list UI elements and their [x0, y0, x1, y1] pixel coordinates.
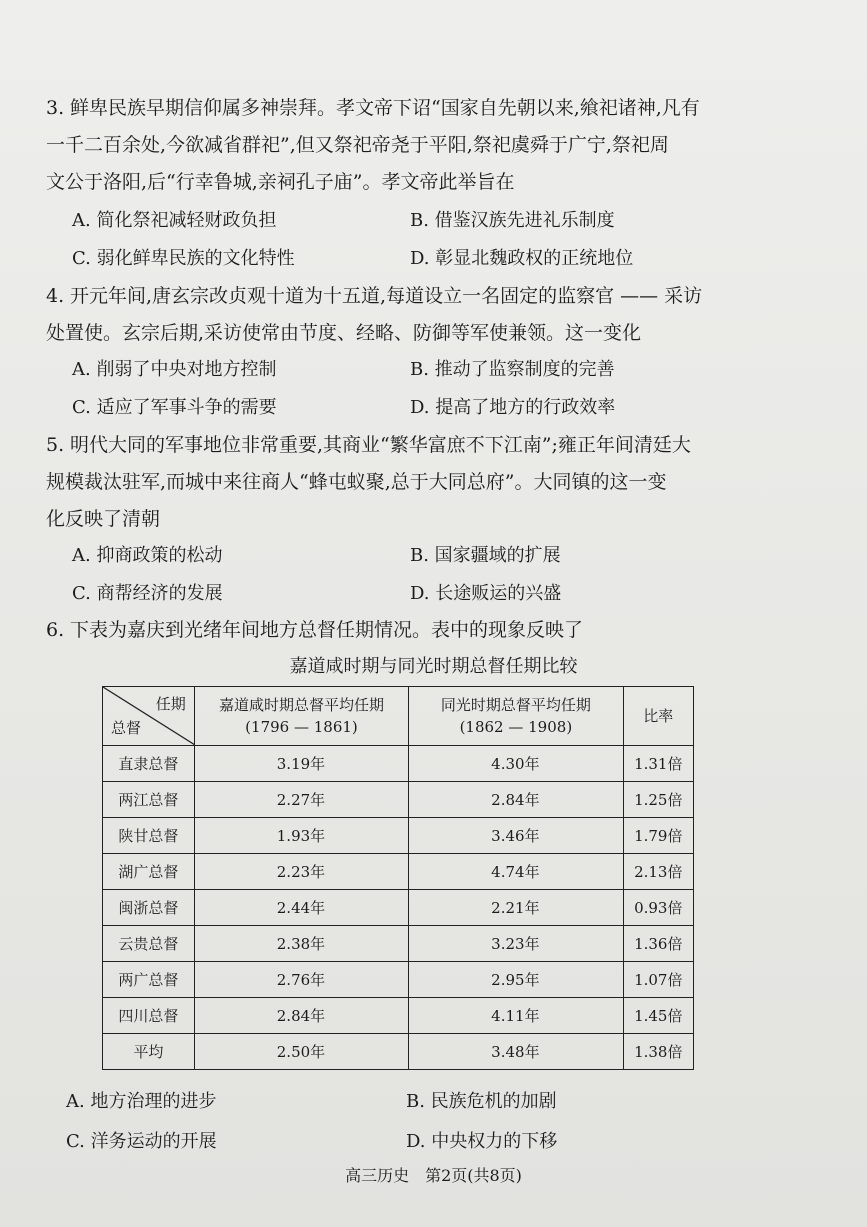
option-c[interactable]: C. 适应了军事斗争的需要	[72, 397, 277, 418]
table-header-row	[103, 687, 694, 746]
question-5	[46, 427, 836, 538]
option-a[interactable]: A. 地方治理的进步	[66, 1091, 217, 1112]
table-row	[103, 854, 694, 890]
table-row	[103, 1034, 694, 1070]
option-b[interactable]: B. 借鉴汉族先进礼乐制度	[410, 210, 615, 231]
table-cell: 2.13倍	[623, 854, 693, 890]
option-c[interactable]: C. 洋务运动的开展	[66, 1131, 217, 1152]
table-cell: 闽浙总督	[103, 890, 195, 926]
table-cell: 2.21年	[409, 890, 623, 926]
table-cell: 2.27年	[194, 782, 408, 818]
table-cell: 2.76年	[194, 962, 408, 998]
table-cell: 0.93倍	[623, 890, 693, 926]
question-text: 规模裁汰驻军,而城中来往商人“蜂屯蚁聚,总于大同总府”。大同镇的这一变	[46, 471, 667, 493]
option-b[interactable]: B. 民族危机的加剧	[406, 1091, 557, 1112]
table-cell: 3.23年	[409, 926, 623, 962]
question-text: 明代大同的军事地位非常重要,其商业“繁华富庶不下江南”;雍正年间清廷大	[70, 434, 691, 456]
question-number: 6.	[46, 619, 65, 641]
column-header: 比率	[623, 687, 693, 746]
option-a[interactable]: A. 削弱了中央对地方控制	[72, 359, 277, 380]
table-cell: 2.44年	[194, 890, 408, 926]
table-cell: 1.07倍	[623, 962, 693, 998]
table-title: 嘉道咸时期与同光时期总督任期比较	[289, 656, 578, 677]
table-cell: 平均	[103, 1034, 195, 1070]
table-cell: 1.31倍	[623, 746, 693, 782]
table-cell: 1.79倍	[623, 818, 693, 854]
table-cell: 2.95年	[409, 962, 623, 998]
question-text: 下表为嘉庆到光绪年间地方总督任期情况。表中的现象反映了	[70, 619, 584, 641]
question-text: 化反映了清朝	[46, 508, 161, 530]
question-text: 鲜卑民族早期信仰属多神崇拜。孝文帝下诏“国家自先朝以来,飨祀诸神,凡有	[70, 97, 700, 119]
table-cell: 1.93年	[194, 818, 408, 854]
table-cell: 4.11年	[409, 998, 623, 1034]
table-cell: 云贵总督	[103, 926, 195, 962]
option-b[interactable]: B. 推动了监察制度的完善	[410, 359, 615, 380]
table-cell: 两广总督	[103, 962, 195, 998]
question-4	[46, 278, 836, 352]
table-row	[103, 998, 694, 1034]
diagonal-header-cell	[103, 687, 195, 746]
question-text: 处置使。玄宗后期,采访使常由节度、经略、防御等军使兼领。这一变化	[46, 322, 642, 344]
table-cell: 4.30年	[409, 746, 623, 782]
option-d[interactable]: D. 长途贩运的兴盛	[410, 583, 562, 604]
corner-label-top: 任期	[155, 695, 186, 713]
table-cell: 湖广总督	[103, 854, 195, 890]
table-cell: 1.36倍	[623, 926, 693, 962]
option-a[interactable]: A. 简化祭祀减轻财政负担	[72, 210, 277, 231]
table-cell: 陕甘总督	[103, 818, 195, 854]
table-cell: 2.23年	[194, 854, 408, 890]
option-d[interactable]: D. 彰显北魏政权的正统地位	[410, 248, 634, 269]
table-row	[103, 782, 694, 818]
table-row	[103, 746, 694, 782]
table-cell: 3.46年	[409, 818, 623, 854]
table-cell: 2.84年	[409, 782, 623, 818]
table-cell: 四川总督	[103, 998, 195, 1034]
option-d[interactable]: D. 提高了地方的行政效率	[410, 397, 616, 418]
question-number: 5.	[46, 434, 65, 456]
table-row	[103, 818, 694, 854]
table-cell: 1.45倍	[623, 998, 693, 1034]
table-row	[103, 890, 694, 926]
option-c[interactable]: C. 商帮经济的发展	[72, 583, 223, 604]
table-cell: 2.38年	[194, 926, 408, 962]
table-cell: 1.25倍	[623, 782, 693, 818]
corner-label-bottom: 总督	[111, 719, 142, 737]
question-text: 开元年间,唐玄宗改贞观十道为十五道,每道设立一名固定的监察官 —— 采访	[70, 285, 703, 307]
column-header: 嘉道咸时期总督平均任期 (1796 — 1861)	[194, 687, 408, 746]
option-a[interactable]: A. 抑商政策的松动	[72, 545, 223, 566]
table-cell: 4.74年	[409, 854, 623, 890]
table-cell: 两江总督	[103, 782, 195, 818]
table-cell: 2.84年	[194, 998, 408, 1034]
question-number: 3.	[46, 97, 65, 119]
question-number: 4.	[46, 285, 65, 307]
question-3	[46, 90, 836, 201]
table-cell: 3.19年	[194, 746, 408, 782]
page-footer: 高三历史 第2页(共8页)	[345, 1166, 522, 1185]
table-row	[103, 926, 694, 962]
table-cell: 直隶总督	[103, 746, 195, 782]
question-text: 文公于洛阳,后“行幸鲁城,亲祠孔子庙”。孝文帝此举旨在	[46, 171, 515, 193]
question-6	[46, 612, 836, 649]
option-d[interactable]: D. 中央权力的下移	[406, 1131, 558, 1152]
table-cell: 3.48年	[409, 1034, 623, 1070]
table-cell: 1.38倍	[623, 1034, 693, 1070]
governor-tenure-table	[102, 686, 694, 1070]
question-text: 一千二百余处,今欲减省群祀”,但又祭祀帝尧于平阳,祭祀虞舜于广宁,祭祀周	[46, 134, 669, 156]
table-row	[103, 962, 694, 998]
option-b[interactable]: B. 国家疆域的扩展	[410, 545, 561, 566]
table-cell: 2.50年	[194, 1034, 408, 1070]
column-header: 同光时期总督平均任期 (1862 — 1908)	[409, 687, 623, 746]
option-c[interactable]: C. 弱化鲜卑民族的文化特性	[72, 248, 295, 269]
